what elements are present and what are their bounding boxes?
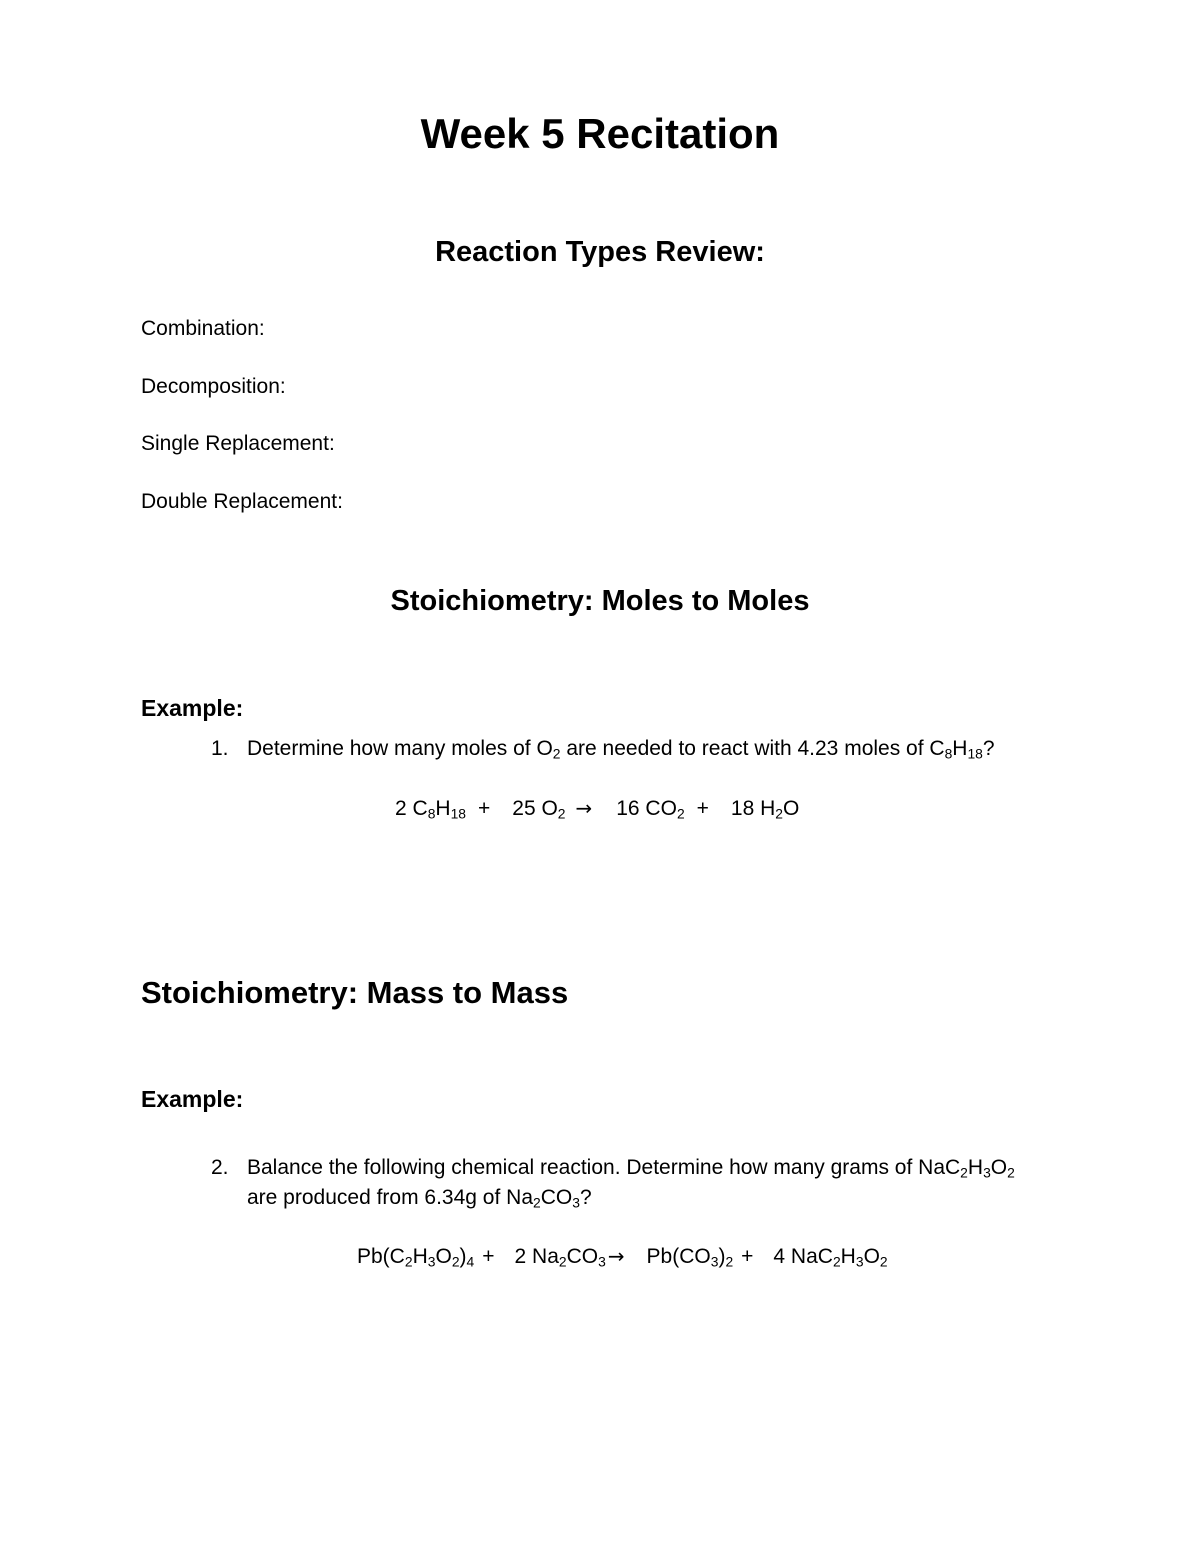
reaction-type-single-replacement: Single Replacement: — [141, 432, 335, 455]
mass-to-mass-heading: Stoichiometry: Mass to Mass — [141, 975, 569, 1010]
reaction-type-decomposition: Decomposition: — [141, 375, 286, 398]
equation-1: 2 $C_8H_{18} + 25$ $O_2 \to 16$ $CO_2 + 18$ $H_2O$ — [395, 796, 800, 822]
reaction-type-combination: Combination: — [141, 317, 265, 340]
example-label-2: Example: — [141, 1086, 244, 1112]
question-1-text: Determine how many moles of $O_2$ are needed to react with 4.23 moles of $C_8H_{18}$? — [247, 737, 995, 762]
question-2-line-1: Balance the following chemical reaction. Determine how many grams of $NaC_2H_3O_2$ — [247, 1156, 1015, 1181]
question-number-1: 1. — [211, 737, 229, 760]
moles-to-moles-heading: Stoichiometry: Moles to Moles — [390, 585, 810, 617]
question-number-2: 2. — [211, 1156, 229, 1179]
reaction-types-heading: Reaction Types Review: — [435, 236, 765, 268]
example-label-1: Example: — [141, 695, 244, 721]
reaction-type-double-replacement: Double Replacement: — [141, 490, 343, 513]
question-2-line-2: are produced from 6.34g of $Na_2CO_3$? — [247, 1186, 592, 1211]
page-title: Week 5 Recitation — [420, 110, 780, 157]
equation-2: $Pb(C_2H_3O_2)_4 + 2$ $Na_2CO_3 \to Pb(CO_3)_2 + 4$ $NaC_2H_3O_2$ — [357, 1244, 888, 1270]
